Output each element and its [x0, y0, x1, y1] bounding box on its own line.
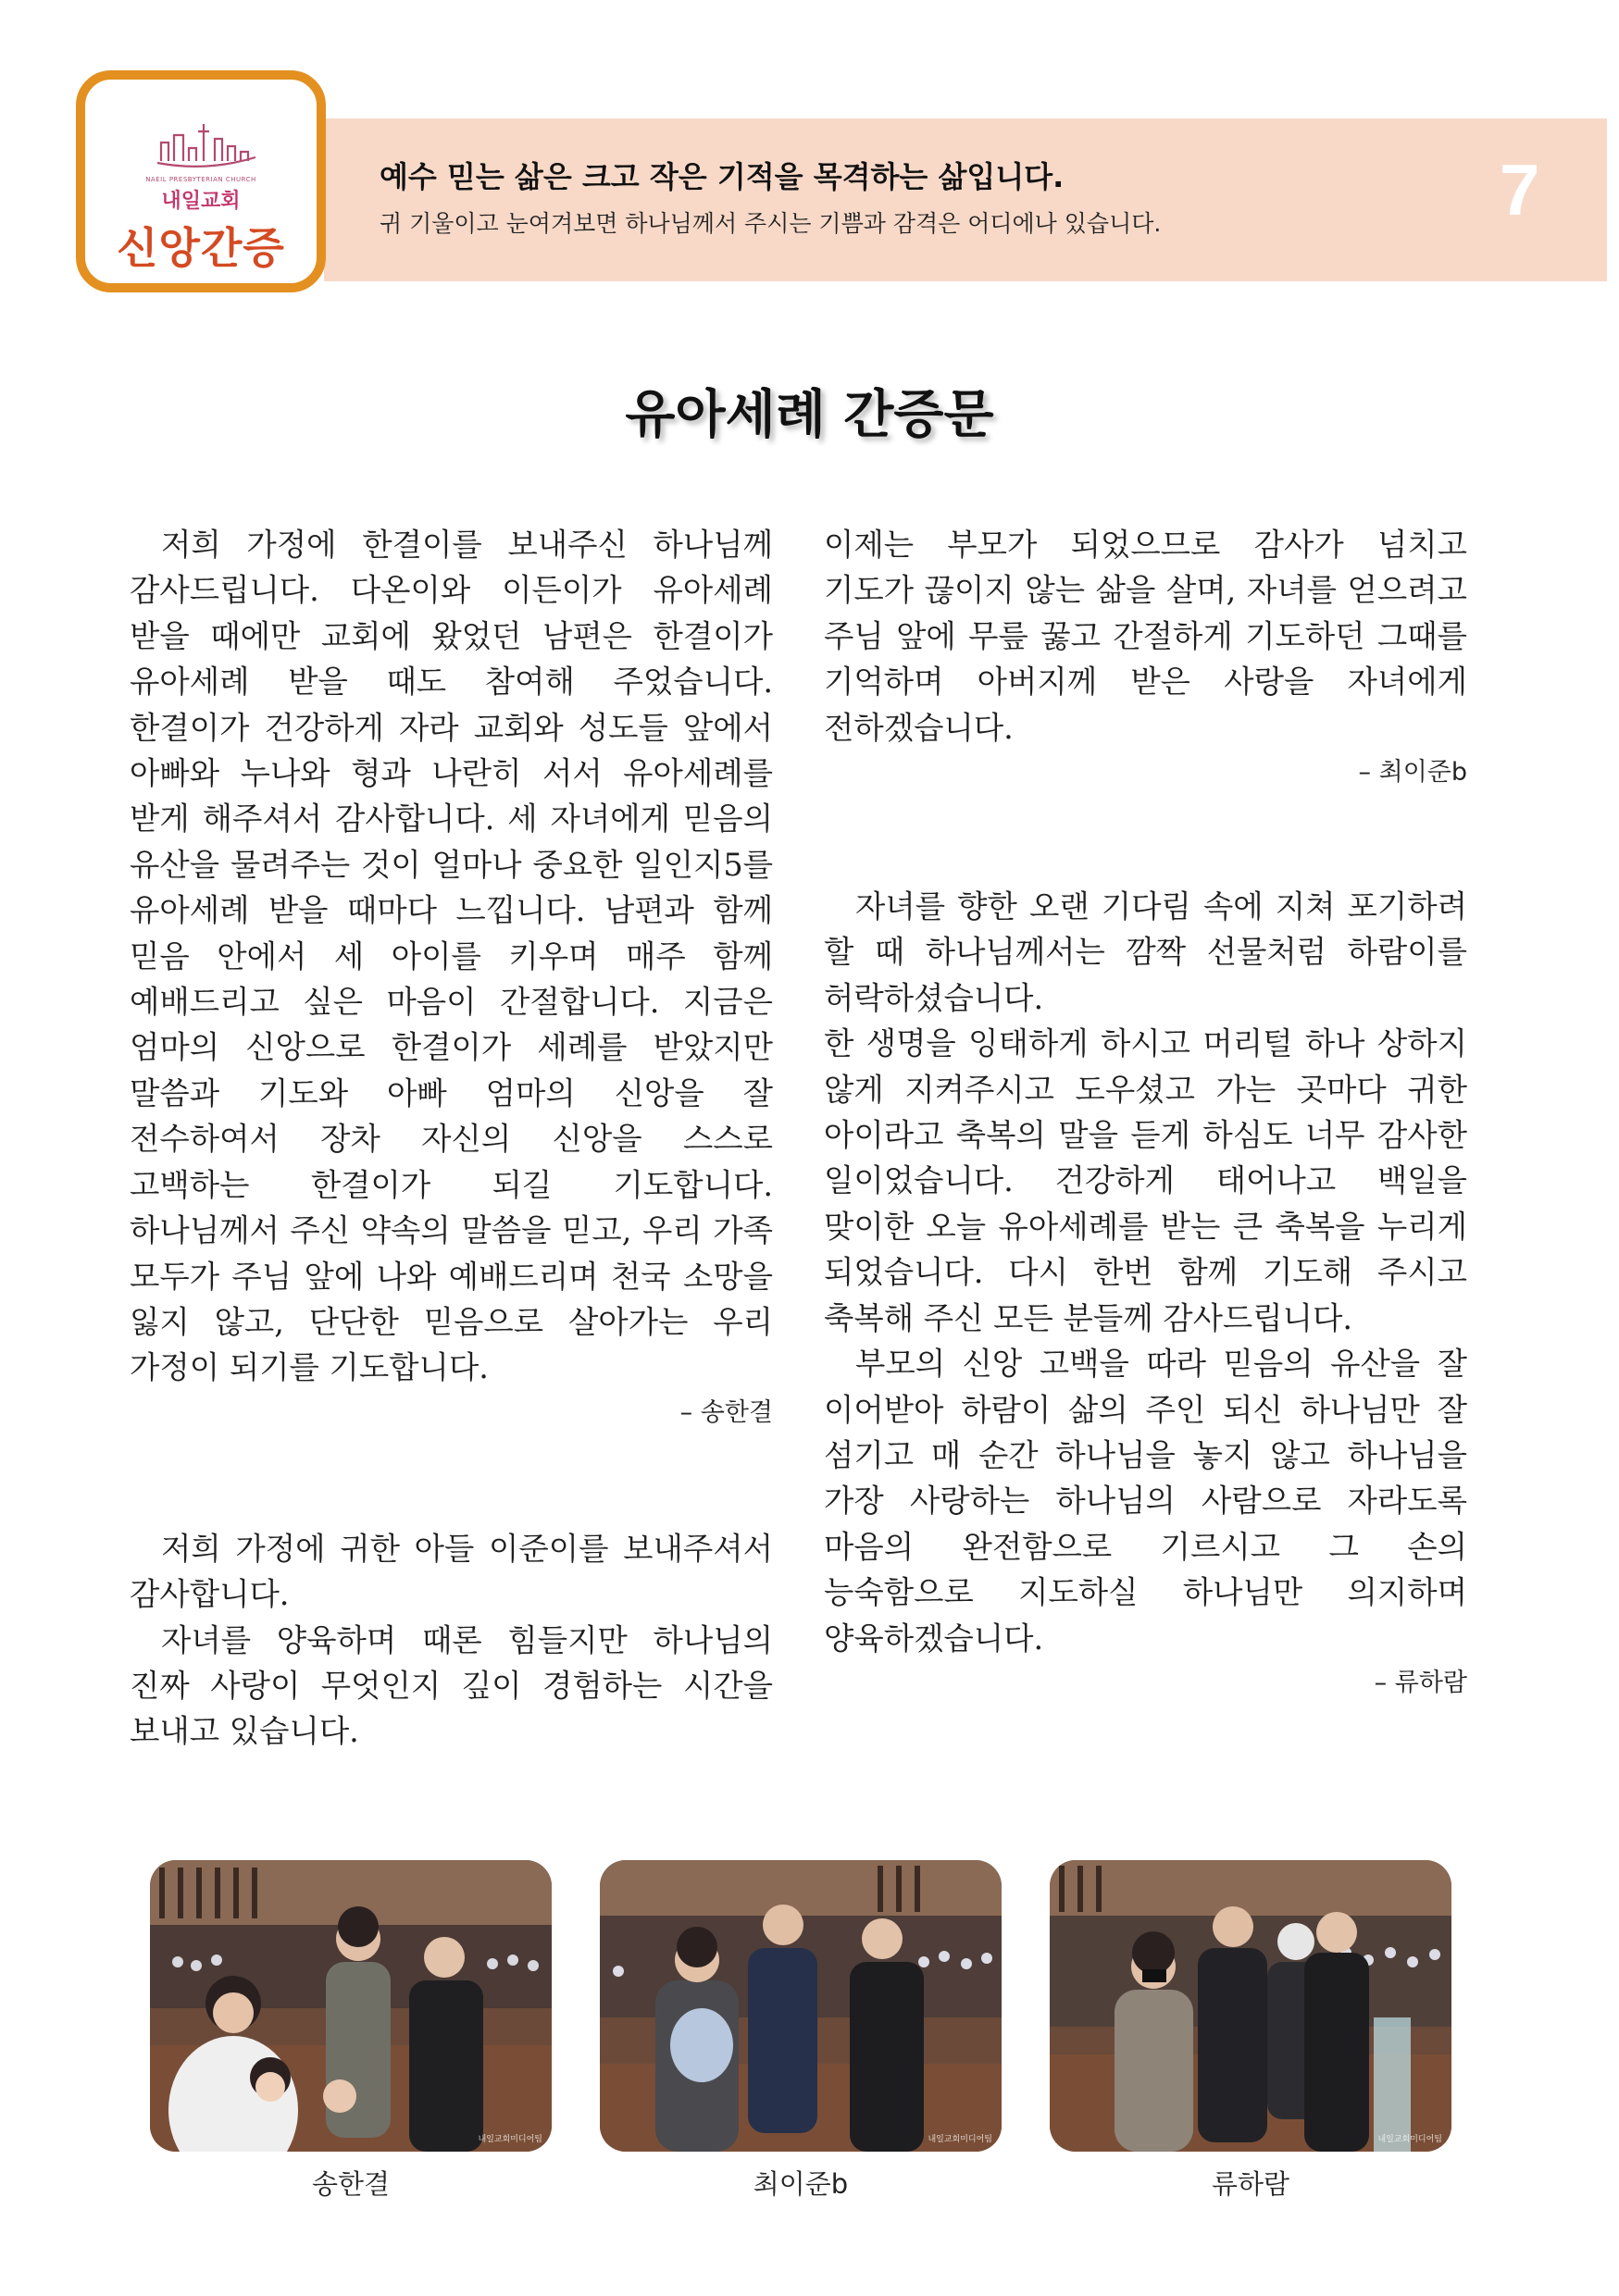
testimony-1-signature: – 송한결	[679, 1397, 773, 1427]
baptism-photo-3	[1050, 1860, 1451, 2152]
photo-caption-1: 송한결	[311, 2168, 391, 2200]
testimony-2-paragraph-1: 저희 가정에 귀한 아들 이준이를 보내주셔서 감사합니다.	[130, 1530, 773, 1613]
left-column	[130, 522, 773, 1755]
church-skyline-icon	[156, 115, 257, 168]
photo-caption-2: 최이준b	[753, 2168, 849, 2200]
article-title: 유아세례 간증문	[625, 385, 994, 445]
church-logo-box	[76, 70, 326, 292]
testimony-2-paragraph-2: 자녀를 양육하며 때론 힘들지만 하나님의 진짜 사랑이 무엇인지 깊이 경험하는 시간을 보내고 있습니다.	[130, 1621, 773, 1750]
photo-watermark: 내일교회미디어팀	[478, 2135, 542, 2144]
right-column	[824, 522, 1467, 1706]
spacer	[130, 1435, 773, 1526]
testimony-3-paragraph-2: 한 생명을 잉태하게 하시고 머리털 하나 상하지 않게 지켜주시고 도우셨고 가는 곳마다 귀한 아이라고 축복의 말을 듣게 하심도 너무 감사한 일이었습니다. 건강하게 태어나고 백일을 맞이한 오늘 유아세례를 받는 큰 축복을 누리게 되었습니다. 다시 한번 함께 기도해 주시고 축복해 주신 모든 분들께 감사드립니다.	[824, 1025, 1467, 1336]
testimony-3-paragraph-3: 부모의 신앙 고백을 따라 믿음의 유산을 잘 이어받아 하람이 삶의 주인 되신 하나님만 잘 섬기고 매 순간 하나님을 놓지 않고 하나님을 가장 사랑하는 하나님의 사람으로 자라도록 마음의 완전함으로 기르시고 그 손의 능숙함으로 지도하실 하나님만 의지하며 양육하겠습니다.	[824, 1346, 1467, 1657]
header-subline: 귀 기울이고 눈여겨보면 하나님께서 주시는 기쁨과 감격은 어디에나 있습니다.	[380, 210, 1162, 237]
photo-caption-3: 류하람	[1211, 2168, 1290, 2200]
baptism-photo-1	[150, 1860, 552, 2152]
header-headline: 예수 믿는 삶은 크고 작은 기적을 목격하는 삶입니다.	[380, 159, 1065, 194]
spacer	[824, 795, 1467, 884]
baptism-photo-2	[600, 1860, 1002, 2152]
testimony-3-paragraph-1: 자녀를 향한 오랜 기다림 속에 지쳐 포기하려 할 때 하나님께서는 깜짝 선물처럼 하람이를 허락하셨습니다.	[824, 888, 1467, 1016]
photo-watermark: 내일교회미디어팀	[928, 2135, 992, 2144]
testimony-2-paragraph-3: 이제는 부모가 되었으므로 감사가 넘치고 기도가 끊이지 않는 삶을 살며, 자녀를 얻으려고 주님 앞에 무릎 꿇고 간절하게 기도하던 그때를 기억하며 아버지께 받은 사랑을 자녀에게 전하겠습니다.	[824, 527, 1467, 746]
photo-watermark: 내일교회미디어팀	[1377, 2135, 1442, 2144]
testimony-3-signature: – 류하람	[1374, 1668, 1467, 1697]
section-label: 신앙간증	[117, 223, 285, 273]
testimony-1-paragraph: 저희 가정에 한결이를 보내주신 하나님께 감사드립니다. 다온이와 이든이가 유아세례 받을 때에만 교회에 왔었던 남편은 한결이가 유아세례 받을 때도 참여해 주었습니다. 한결이가 건강하게 자라 교회와 성도들 앞에서 아빠와 누나와 형과 나란히 서서 유아세례를 받게 해주셔서 감사합니다. 세 자녀에게 믿음의 유산을 물려주는 것이 얼마나 중요한 일인지5를 유아세례 받을 때마다 느낍니다. 남편과 함께 믿음 안에서 세 아이를 키우며 매주 함께 예배드리고 싶은 마음이 간절합니다. 지금은 엄마의 신앙으로 한결이가 세례를 받았지만 말씀과 기도와 아빠 엄마의 신앙을 잘 전수하여서 장차 자신의 신앙을 스스로 고백하는 한결이가 되길 기도합니다. 하나님께서 주신 약속의 말씀을 믿고, 우리 가족 모두가 주님 앞에 나와 예배드리며 천국 소망을 잃지 않고, 단단한 믿음으로 살아가는 우리 가정이 되기를 기도합니다.	[130, 527, 773, 1386]
header-band	[324, 118, 1607, 281]
church-logo-sub: NAEIL PRESBYTERIAN CHURCH	[145, 176, 256, 183]
testimony-2-signature: – 최이준b	[1358, 758, 1467, 788]
church-logo-name: 내일교회	[161, 190, 241, 213]
page-number: 7	[1500, 149, 1540, 230]
